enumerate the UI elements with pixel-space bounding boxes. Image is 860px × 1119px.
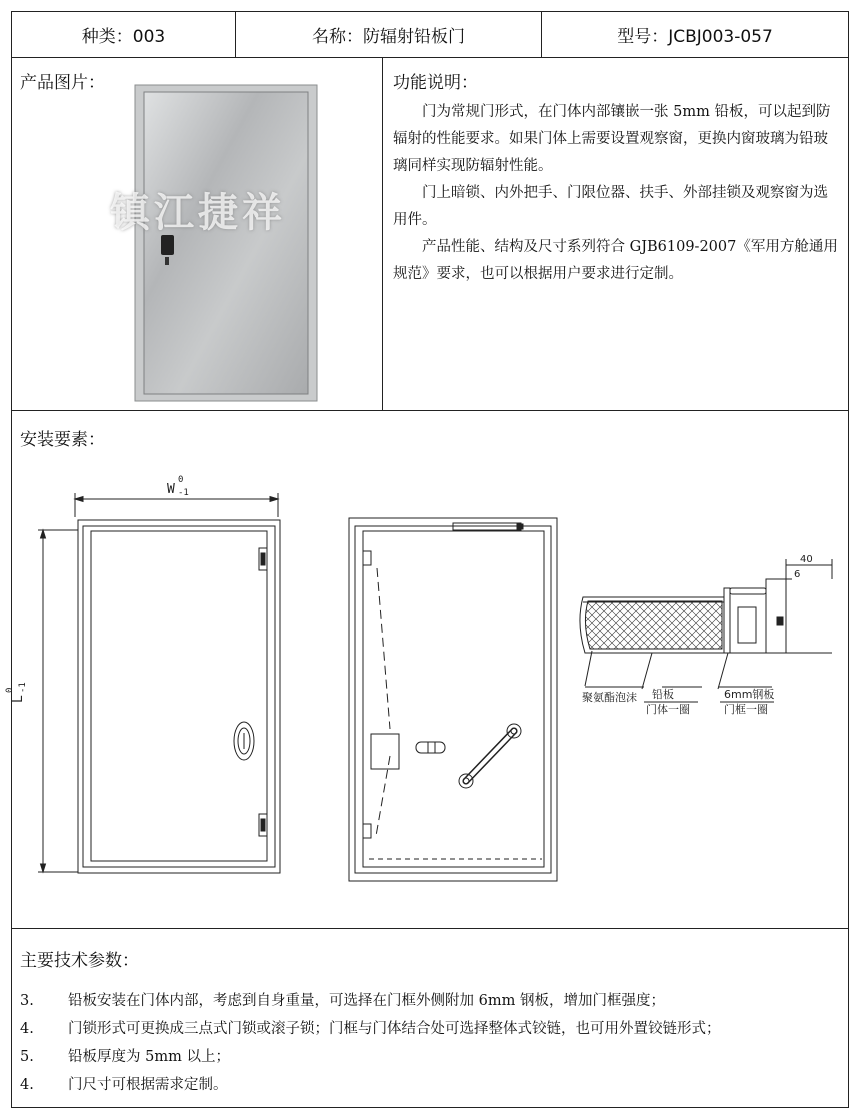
front-elevation-drawing bbox=[5, 475, 280, 873]
param-item bbox=[20, 989, 665, 1010]
section-outer-dim: 40 bbox=[800, 554, 813, 565]
function-paragraph: 门上暗锁、内外把手、门限位器、扶手、外部挂锁及观察窗为选用件。 bbox=[393, 185, 828, 228]
steel-note: 6mm钢板 bbox=[724, 688, 775, 701]
lead-sub-note: 门体一圈 bbox=[646, 703, 690, 716]
installation-label: 安装要素： bbox=[20, 430, 105, 450]
category-cell: 种类：003 bbox=[12, 12, 236, 57]
section-inner-dim: 6 bbox=[794, 569, 801, 580]
header-row bbox=[12, 12, 848, 58]
param-text: 门锁形式可更换成三点式门锁或滚子锁；门框与门体结合处可选择整体式铰链，也可用外置铰链形式； bbox=[68, 1021, 721, 1037]
param-number: 4. bbox=[20, 1077, 34, 1093]
param-number: 3. bbox=[20, 993, 34, 1009]
param-text: 铅板厚度为 5mm 以上； bbox=[68, 1049, 230, 1065]
photo-function-row bbox=[12, 58, 848, 411]
height-tol-lower: -1 bbox=[18, 682, 28, 693]
installation-row bbox=[5, 411, 848, 929]
section-detail-drawing bbox=[580, 554, 832, 716]
height-tol-upper: 0 bbox=[5, 687, 15, 693]
door-photo bbox=[135, 85, 317, 401]
param-number: 4. bbox=[20, 1021, 34, 1037]
lead-note: 铅板 bbox=[652, 688, 674, 701]
param-number: 5. bbox=[20, 1049, 34, 1065]
parameters-row bbox=[12, 929, 848, 1107]
inside-elevation-drawing bbox=[349, 518, 557, 881]
model-cell: 型号：JCBJ003-057 bbox=[617, 27, 773, 47]
param-item bbox=[20, 1045, 230, 1066]
spec-sheet bbox=[5, 11, 849, 1108]
steel-sub-note: 门框一圈 bbox=[724, 703, 768, 716]
param-text: 门尺寸可根据需求定制。 bbox=[68, 1077, 228, 1093]
param-item bbox=[20, 1017, 721, 1038]
width-dimension: W bbox=[167, 482, 175, 497]
function-title: 功能说明： bbox=[393, 73, 478, 93]
photo-label: 产品图片： bbox=[20, 73, 105, 93]
width-tol-upper: 0 bbox=[178, 475, 184, 485]
function-cell bbox=[383, 58, 848, 410]
watermark: 镇江捷祥 bbox=[110, 190, 286, 236]
param-item bbox=[20, 1073, 228, 1094]
foam-note: 聚氨酯泡沫 bbox=[582, 691, 637, 704]
height-dimension: L bbox=[11, 695, 26, 703]
function-paragraph: 门为常规门形式，在门体内部镶嵌一张 5mm 铅板，可以起到防辐射的性能要求。如果门体上需要设置观察窗，更换内窗玻璃为铅玻璃同样实现防辐射性能。 bbox=[393, 104, 831, 174]
door-handle-icon bbox=[161, 235, 174, 255]
param-text: 铅板安装在门体内部，考虑到自身重量，可选择在门框外侧附加 6mm 钢板，增加门框强度； bbox=[68, 993, 665, 1009]
params-title: 主要技术参数： bbox=[20, 951, 139, 971]
product-name-cell: 名称：防辐射铅板门 bbox=[236, 12, 542, 57]
function-paragraph: 产品性能、结构及尺寸系列符合 GJB6109-2007《军用方舱通用规范》要求，也可以根据用户要求进行定制。 bbox=[393, 239, 838, 282]
width-tol-lower: -1 bbox=[178, 488, 189, 498]
photo-cell bbox=[12, 58, 383, 410]
installation-drawings bbox=[5, 411, 848, 927]
